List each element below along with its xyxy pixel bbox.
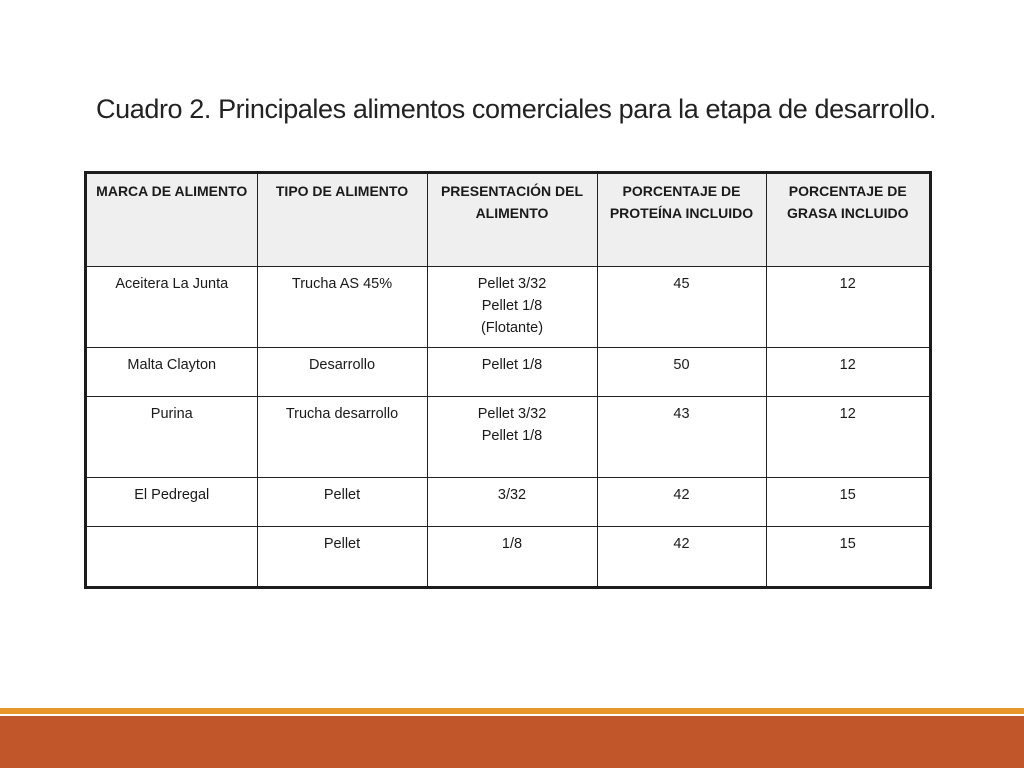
header-presentation: PRESENTACIÓN DEL ALIMENTO <box>427 174 597 266</box>
cell-brand: Aceitera La Junta <box>87 266 257 347</box>
presentation-line: Pellet 1/8 <box>481 356 543 373</box>
table-row <box>87 266 929 347</box>
header-protein: PORCENTAJE DE PROTEÍNA INCLUIDO <box>597 174 766 266</box>
cell-fat: 15 <box>766 477 929 526</box>
presentation-line: Pellet 3/32 <box>477 275 547 292</box>
presentation-line: Pellet 3/32 <box>477 405 547 422</box>
cell-presentation <box>427 526 597 586</box>
feed-table <box>87 174 929 586</box>
footer-accent-bar <box>0 716 1024 768</box>
cell-type: Desarrollo <box>257 347 427 396</box>
cell-type: Pellet <box>257 477 427 526</box>
table-row <box>87 396 929 477</box>
cell-type: Trucha desarrollo <box>257 396 427 477</box>
header-fat: PORCENTAJE DE GRASA INCLUIDO <box>766 174 929 266</box>
cell-brand <box>87 526 257 586</box>
cell-presentation <box>427 477 597 526</box>
presentation-line: Pellet 1/8 <box>481 427 543 444</box>
slide-title: Cuadro 2. Principales alimentos comerciales para la etapa de desarrollo. <box>96 94 937 124</box>
cell-presentation <box>427 347 597 396</box>
cell-brand: El Pedregal <box>87 477 257 526</box>
table-header-row <box>87 174 929 266</box>
table-row <box>87 526 929 586</box>
cell-type: Trucha AS 45% <box>257 266 427 347</box>
cell-brand: Purina <box>87 396 257 477</box>
presentation-line: (Flotante) <box>480 319 544 336</box>
presentation-line: 3/32 <box>497 486 527 503</box>
cell-protein: 42 <box>597 477 766 526</box>
cell-presentation <box>427 266 597 347</box>
header-brand: MARCA DE ALIMENTO <box>87 174 257 266</box>
cell-fat: 15 <box>766 526 929 586</box>
table-row <box>87 477 929 526</box>
feed-table-container <box>84 171 932 589</box>
cell-type: Pellet <box>257 526 427 586</box>
cell-brand: Malta Clayton <box>87 347 257 396</box>
presentation-line: Pellet 1/8 <box>481 297 543 314</box>
cell-presentation <box>427 396 597 477</box>
cell-fat: 12 <box>766 266 929 347</box>
cell-protein: 42 <box>597 526 766 586</box>
cell-protein: 43 <box>597 396 766 477</box>
footer-accent-line <box>0 708 1024 714</box>
table-row <box>87 347 929 396</box>
header-type: TIPO DE ALIMENTO <box>257 174 427 266</box>
cell-fat: 12 <box>766 396 929 477</box>
cell-protein: 50 <box>597 347 766 396</box>
cell-fat: 12 <box>766 347 929 396</box>
presentation-line: 1/8 <box>501 535 523 552</box>
cell-protein: 45 <box>597 266 766 347</box>
